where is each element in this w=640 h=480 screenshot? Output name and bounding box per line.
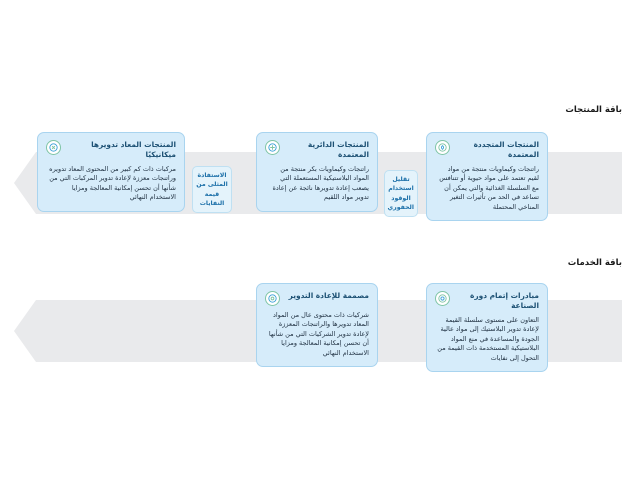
section-title-products: باقة المنتجات — [565, 105, 622, 115]
leaf-circle-icon — [435, 140, 450, 155]
card-body: راتنجات وكيماويات بكر منتجة من المواد البلاستيكية المستعملة التي يصعب إعادة تدويرها نائجة عن إعادة تدوير مواد اللقيم — [272, 164, 369, 202]
card-title: مصممة للإعادة التدوير — [288, 291, 369, 300]
recycle-circle-icon — [265, 140, 280, 155]
fuel-chip: تقليل استخدام الوقود الحفوري — [384, 170, 418, 217]
waste-chip: الاستفادة المثلى من قيمة النفايات — [192, 166, 232, 213]
card-renewable-products[interactable] — [426, 132, 548, 221]
arrow-tip-icon — [14, 300, 36, 362]
card-body: شركيات ذات محتوى عال من المواد المعاد تدويرها والراتنجات المعززة لإعادة تدوير الشركيات التي من شأنها أن تحسن إمكانية المعالجة ومزايا الاستخدام النهائي — [268, 311, 369, 357]
card-body: مركبات ذات كم كبير من المحتوى المعاد تدويره وراتنجات معززة لإعادة تدوير المركبات التي من شأنها أن تحسن إمكانية المعالجة ومزايا الاستخدام النهائي — [49, 164, 176, 202]
section-title-services: باقة الخدمات — [567, 258, 622, 268]
card-designed-for-recycling[interactable] — [256, 283, 378, 367]
card-title: المنتجات المتجددة المعتمدة — [473, 140, 539, 159]
card-title: مبادرات إتمام دورة الصناعة — [470, 291, 539, 310]
card-header — [435, 140, 539, 160]
card-header — [265, 140, 369, 160]
arrows-circle-icon — [46, 140, 61, 155]
loop-circle-icon — [435, 291, 450, 306]
card-header — [435, 291, 539, 311]
card-body: التعاون على مستوى سلسلة القيمة لإعادة تدوير البلاستيك إلى مواد عالية الجودة والمساعدة في منع المواد البلاستيكية المستخدمة ذات القيمة من التحول إلى نفايات — [437, 315, 539, 362]
card-body: راتنجات وكيماويات منتجة من مواد لقيم تعتمد على مواد حيوية أو تتنافس مع السلسلة الغذائية والتي يمكن أن تساعد في الحد من تأثيرات التغير المناخي المحتملة — [439, 164, 539, 211]
card-industry-loop-initiatives[interactable] — [426, 283, 548, 372]
arrow-tip-icon — [14, 152, 36, 214]
card-title: المنتجات المعاد تدويرها ميكانيكيًا — [91, 140, 176, 159]
card-title: المنتجات الدائرية المعتمدة — [307, 140, 369, 159]
card-recycled-products[interactable] — [37, 132, 185, 212]
card-circular-products[interactable] — [256, 132, 378, 212]
gear-circle-icon — [265, 291, 280, 306]
card-header — [46, 140, 176, 160]
card-header — [265, 291, 369, 306]
